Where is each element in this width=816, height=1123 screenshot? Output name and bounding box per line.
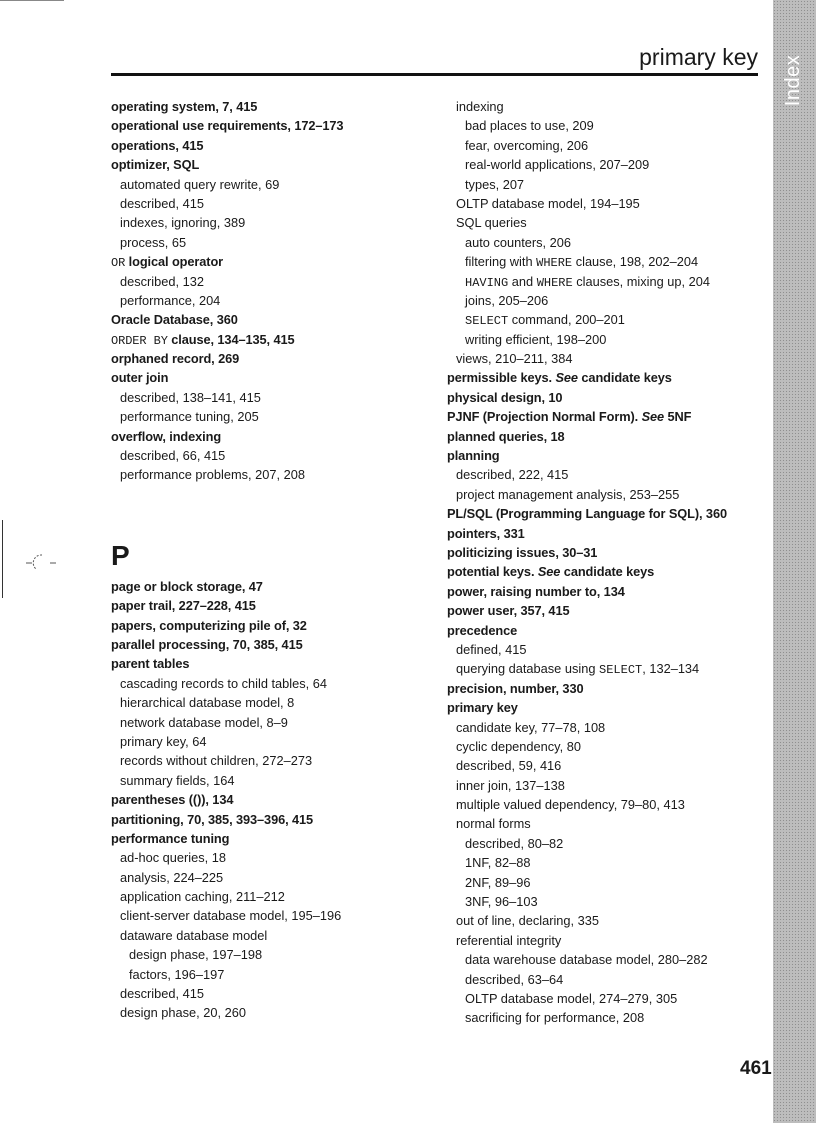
entry-text: politicizing issues, 30–31	[447, 544, 598, 560]
entry-text: potential keys.	[447, 564, 538, 580]
index-subentry	[447, 116, 767, 135]
entry-text: See	[537, 564, 561, 580]
index-main-entry	[111, 654, 431, 673]
index-subentry	[111, 848, 431, 867]
entry-text: automated query rewrite, 69	[120, 176, 280, 192]
index-main-entry	[111, 427, 431, 446]
index-main-entry	[111, 155, 431, 174]
index-main-entry	[447, 407, 767, 426]
index-main-entry	[111, 368, 431, 387]
entry-text: writing efficient, 198–200	[465, 331, 607, 347]
index-main-entry	[447, 368, 767, 387]
index-main-entry	[447, 679, 767, 698]
entry-text: 3NF, 96–103	[465, 894, 538, 910]
entry-text: multiple valued dependency, 79–80, 413	[456, 797, 685, 813]
index-main-entry	[111, 829, 431, 848]
entry-text: auto counters, 206	[465, 234, 572, 250]
index-main-entry	[111, 790, 431, 809]
index-subentry	[111, 674, 431, 693]
index-subentry	[447, 465, 767, 484]
entry-text: described, 222, 415	[456, 467, 569, 483]
entry-text: described, 132	[120, 273, 204, 289]
entry-text: SQL queries	[456, 215, 527, 231]
entry-text: out of line, declaring, 335	[456, 913, 599, 929]
entry-text: See	[641, 409, 665, 425]
index-subentry	[111, 906, 431, 925]
entry-text: operational use requirements, 172–173	[111, 118, 344, 134]
index-subentry	[111, 984, 431, 1003]
entry-text: performance, 204	[120, 292, 221, 308]
index-subentry	[447, 756, 767, 775]
entry-text: SELECT	[465, 314, 509, 329]
index-subentry	[111, 291, 431, 310]
entry-text: parent tables	[111, 656, 190, 672]
index-subentry	[111, 446, 431, 465]
crop-mark	[0, 0, 64, 1]
entry-text: joins, 205–206	[465, 292, 549, 308]
entry-text: OLTP database model, 274–279, 305	[465, 990, 678, 1006]
index-subentry	[447, 853, 767, 872]
entry-text: network database model, 8–9	[120, 714, 288, 730]
entry-text: planned queries, 18	[447, 428, 565, 444]
entry-text: command, 200–201	[508, 312, 625, 328]
entry-text: physical design, 10	[447, 389, 563, 405]
entry-text: described, 66, 415	[120, 448, 226, 464]
entry-text: process, 65	[120, 234, 187, 250]
entry-text: 5NF	[664, 409, 692, 425]
entry-text: views, 210–211, 384	[456, 351, 573, 367]
index-subentry	[111, 388, 431, 407]
index-subentry	[447, 330, 767, 349]
index-subentry	[447, 640, 767, 659]
index-subentry	[447, 795, 767, 814]
index-subentry	[111, 887, 431, 906]
entry-text: described, 59, 416	[456, 758, 562, 774]
index-subentry	[111, 272, 431, 291]
entry-text: cyclic dependency, 80	[456, 738, 581, 754]
entry-text: client-server database model, 195–196	[120, 908, 342, 924]
index-subentry	[447, 776, 767, 795]
index-subentry	[111, 751, 431, 770]
index-subentry	[111, 732, 431, 751]
index-entries-o	[111, 97, 431, 485]
index-subentry	[111, 407, 431, 426]
index-main-entry	[111, 635, 431, 654]
entry-text: planning	[447, 448, 500, 464]
entry-text: PJNF (Projection Normal Form).	[447, 409, 642, 425]
entry-text: dataware database model	[120, 927, 268, 943]
entry-text: real-world applications, 207–209	[465, 157, 650, 173]
index-subentry	[447, 252, 767, 271]
entry-text: 2NF, 89–96	[465, 874, 531, 890]
entry-text: outer join	[111, 370, 169, 386]
entry-text: described, 63–64	[465, 971, 564, 987]
index-subentry	[111, 194, 431, 213]
index-main-entry	[447, 504, 767, 523]
entry-text: primary key	[447, 700, 518, 716]
entry-text: clause, 134–135, 415	[167, 331, 295, 347]
entry-text: clauses, mixing up, 204	[572, 273, 710, 289]
entry-text: factors, 196–197	[129, 966, 225, 982]
index-main-entry	[111, 577, 431, 596]
index-main-entry	[111, 810, 431, 829]
entry-text: inner join, 137–138	[456, 777, 565, 793]
index-main-entry	[111, 310, 431, 329]
index-main-entry	[447, 562, 767, 581]
index-subentry	[111, 213, 431, 232]
entry-text: power, raising number to, 134	[447, 583, 625, 599]
index-subentry	[447, 272, 767, 291]
entry-text: referential integrity	[456, 932, 562, 948]
entry-text: precision, number, 330	[447, 680, 584, 696]
entry-text: performance tuning	[111, 830, 230, 846]
entry-text: orphaned record, 269	[111, 351, 240, 367]
entry-text: parentheses (()), 134	[111, 792, 234, 808]
index-main-entry	[447, 582, 767, 601]
index-subentry	[447, 718, 767, 737]
side-tab-label	[774, 40, 814, 120]
index-main-entry	[447, 698, 767, 717]
index-main-entry	[447, 601, 767, 620]
entry-text: PL/SQL (Programming Language for SQL), 360	[447, 506, 727, 522]
registration-mark-icon	[22, 553, 62, 573]
entry-text: types, 207	[465, 176, 525, 192]
index-main-entry	[447, 621, 767, 640]
entry-text: SELECT	[599, 663, 643, 678]
entry-text: indexing	[456, 99, 504, 114]
entry-text: candidate keys	[577, 370, 672, 386]
entry-text: and	[508, 273, 537, 289]
index-main-entry	[111, 252, 431, 271]
index-subentry	[111, 965, 431, 984]
index-subentry	[447, 737, 767, 756]
index-main-entry	[111, 136, 431, 155]
index-main-entry	[111, 116, 431, 135]
index-subentry	[447, 175, 767, 194]
index-subentry	[447, 213, 767, 232]
entry-text: 1NF, 82–88	[465, 855, 531, 871]
index-main-entry	[447, 446, 767, 465]
entry-text: parallel processing, 70, 385, 415	[111, 636, 303, 652]
index-main-entry	[111, 616, 431, 635]
entry-text: summary fields, 164	[120, 772, 235, 788]
index-subentry	[447, 349, 767, 368]
index-subentry	[447, 136, 767, 155]
entry-text: described, 138–141, 415	[120, 389, 261, 405]
index-entries-p	[111, 577, 431, 1023]
entry-text: optimizer, SQL	[111, 157, 200, 173]
index-subentry	[111, 945, 431, 964]
page-number: 461	[740, 1058, 772, 1079]
index-subentry	[447, 950, 767, 969]
index-subentry	[447, 931, 767, 950]
entry-text: design phase, 197–198	[129, 947, 263, 963]
index-subentry	[111, 868, 431, 887]
index-subentry	[447, 485, 767, 504]
entry-text: overflow, indexing	[111, 428, 222, 444]
entry-text: Oracle Database, 360	[111, 312, 238, 328]
index-subentry	[447, 233, 767, 252]
entry-text: OLTP database model, 194–195	[456, 195, 640, 211]
index-subentry	[447, 834, 767, 853]
entry-text: OR	[111, 256, 126, 271]
entry-text: data warehouse database model, 280–282	[465, 952, 708, 968]
index-main-entry	[447, 388, 767, 407]
entry-text: fear, overcoming, 206	[465, 137, 589, 153]
entry-text: analysis, 224–225	[120, 869, 224, 885]
index-subentry	[447, 892, 767, 911]
side-tab-text: Index	[782, 54, 805, 106]
entry-text: See	[555, 370, 578, 386]
index-subentry	[111, 771, 431, 790]
index-subentry	[447, 155, 767, 174]
entry-text: indexes, ignoring, 389	[120, 215, 246, 231]
index-subentry	[447, 970, 767, 989]
index-main-entry	[111, 596, 431, 615]
entry-text: precedence	[447, 622, 518, 638]
index-subentry	[447, 291, 767, 310]
entry-text: ad-hoc queries, 18	[120, 850, 226, 866]
entry-text: permissible keys.	[447, 370, 556, 386]
index-subentry	[447, 310, 767, 329]
running-head: primary key	[639, 44, 758, 70]
crop-mark	[2, 520, 3, 598]
entry-text: defined, 415	[456, 641, 527, 657]
entry-text: operating system, 7, 415	[111, 99, 258, 114]
entry-text: described, 80–82	[465, 835, 564, 851]
index-column-left	[111, 97, 431, 1023]
index-main-entry	[447, 524, 767, 543]
letter-heading: P	[111, 539, 130, 571]
index-subentry	[447, 989, 767, 1008]
entry-text: candidate keys	[560, 564, 655, 580]
index-subentry	[447, 194, 767, 213]
index-main-entry	[447, 427, 767, 446]
entry-text: HAVING	[465, 275, 509, 290]
entry-text: paper trail, 227–228, 415	[111, 598, 256, 614]
index-subentry	[111, 175, 431, 194]
entry-text: cascading records to child tables, 64	[120, 675, 327, 691]
entry-text: partitioning, 70, 385, 393–396, 415	[111, 811, 314, 827]
index-subentry	[111, 1003, 431, 1022]
entry-text: filtering with	[465, 254, 537, 270]
index-subentry	[447, 814, 767, 833]
entry-text: querying database using	[456, 661, 600, 677]
index-subentry	[447, 873, 767, 892]
index-subentry	[111, 233, 431, 252]
entry-text: pointers, 331	[447, 525, 525, 541]
index-subentry	[447, 659, 767, 678]
entry-text: candidate key, 77–78, 108	[456, 719, 606, 735]
entry-text: clause, 198, 202–204	[572, 254, 699, 270]
entry-text: performance problems, 207, 208	[120, 467, 305, 483]
entry-text: logical operator	[125, 254, 224, 270]
index-subentry	[447, 911, 767, 930]
entry-text: ORDER BY	[111, 333, 168, 348]
entry-text: primary key, 64	[120, 733, 207, 749]
index-main-entry	[111, 330, 431, 349]
index-entries-p-continued	[447, 97, 767, 1028]
entry-text: WHERE	[536, 256, 573, 271]
index-main-entry	[111, 97, 431, 116]
index-subentry	[447, 97, 767, 116]
entry-text: , 132–134	[642, 661, 700, 677]
entry-text: normal forms	[456, 816, 531, 832]
index-column-right	[447, 97, 767, 1028]
index-subentry	[111, 693, 431, 712]
entry-text: power user, 357, 415	[447, 603, 570, 619]
index-main-entry	[111, 349, 431, 368]
index-main-entry	[447, 543, 767, 562]
entry-text: project management analysis, 253–255	[456, 486, 680, 502]
entry-text: sacrificing for performance, 208	[465, 1010, 645, 1026]
index-subentry	[111, 926, 431, 945]
index-subentry	[447, 1008, 767, 1027]
entry-text: design phase, 20, 260	[120, 1005, 246, 1021]
entry-text: operations, 415	[111, 137, 204, 153]
entry-text: bad places to use, 209	[465, 118, 594, 134]
entry-text: hierarchical database model, 8	[120, 695, 295, 711]
index-subentry	[111, 465, 431, 484]
index-subentry	[111, 713, 431, 732]
entry-text: WHERE	[536, 275, 573, 290]
entry-text: performance tuning, 205	[120, 409, 259, 425]
section-gap	[111, 485, 431, 535]
entry-text: page or block storage, 47	[111, 578, 263, 594]
index-side-tab	[773, 0, 816, 1123]
entry-text: papers, computerizing pile of, 32	[111, 617, 307, 633]
header-rule	[111, 73, 758, 76]
entry-text: application caching, 211–212	[120, 889, 285, 905]
entry-text: described, 415	[120, 195, 204, 211]
entry-text: described, 415	[120, 986, 204, 1002]
entry-text: records without children, 272–273	[120, 753, 313, 769]
